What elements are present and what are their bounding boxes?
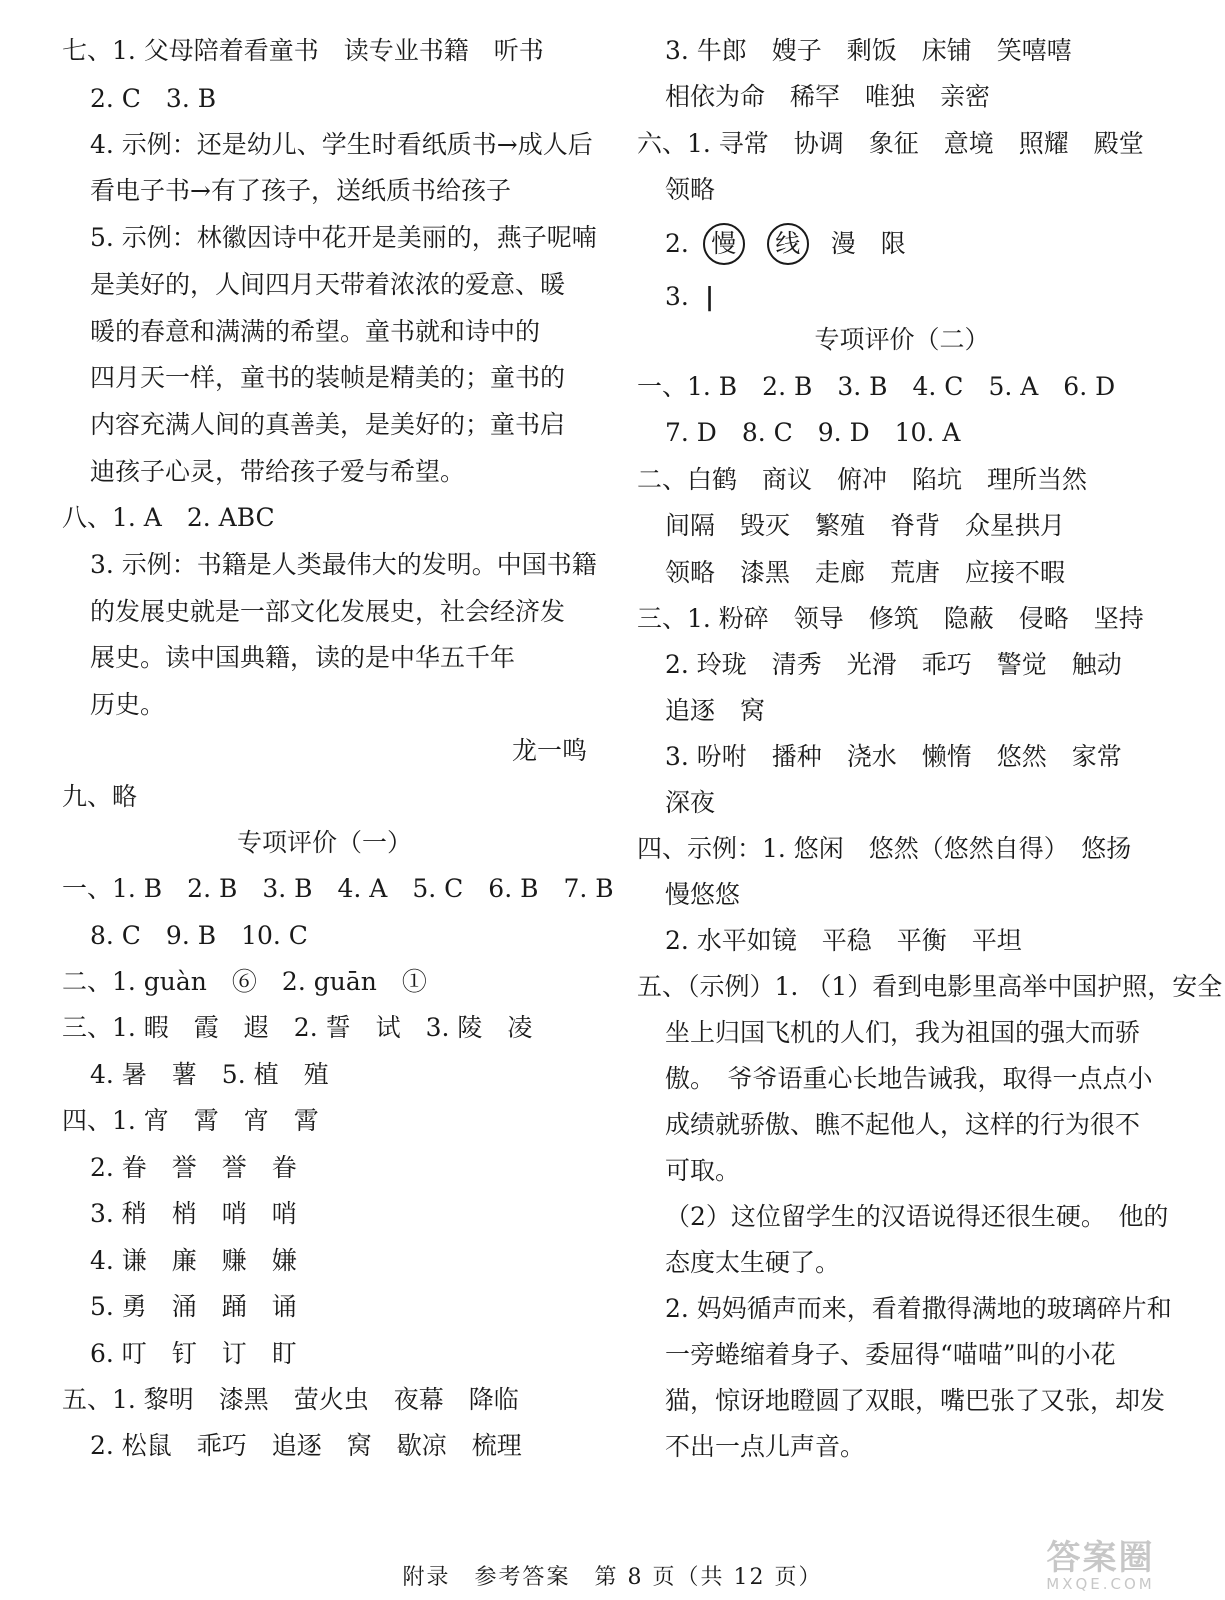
- answer-line-s2-2b: 间隔 毁灭 繁殖 脊背 众星拱月: [665, 511, 1066, 540]
- answer-line-s2-3a: 三、1. 粉碎 领导 修筑 隐蔽 侵略 坚持: [637, 604, 1144, 633]
- answer-line-s2-3e: 深夜: [665, 788, 716, 817]
- answer-line-s1-3b: 4. 暑 薯 5. 植 殖: [90, 1060, 329, 1089]
- answer-line-s2-3b: 2. 玲珑 清秀 光滑 乖巧 警觉 触动: [665, 650, 1122, 679]
- answer-line-s2-5j: 猫，惊讶地瞪圆了双眼，嘴巴张了又张，却发: [665, 1386, 1166, 1415]
- answer-line-q7-4a: 4. 示例：还是幼儿、学生时看纸质书→成人后: [90, 130, 593, 159]
- answer-line-q7-5f: 迪孩子心灵，带给孩子爱与希望。: [90, 457, 466, 486]
- answer-line-s2-5i: 一旁蜷缩着身子、委屈得“喵喵”叫的小花: [665, 1340, 1116, 1369]
- watermark-url: MXQE.COM: [1046, 1575, 1155, 1593]
- answer-line-q7-5c: 暖的春意和满满的希望。童书就和诗中的: [90, 317, 541, 346]
- answer-line-s1-5a: 五、1. 黎明 漆黑 萤火虫 夜幕 降临: [62, 1385, 519, 1414]
- answer-line-s1-4e: 5. 勇 涌 踊 诵: [90, 1292, 297, 1321]
- answer-line-s2-5d: 成绩就骄傲、瞧不起他人，这样的行为很不: [665, 1110, 1141, 1139]
- answer-line-r6-1b: 领略: [665, 175, 716, 204]
- answer-line-s1-1b: 8. C 9. B 10. C: [90, 921, 308, 950]
- answer-line-r6-2: [665, 223, 906, 265]
- answer-line-q8-3a: 3. 示例：书籍是人类最伟大的发明。中国书籍: [90, 550, 597, 579]
- answer-line-s2-1b: 7. D 8. C 9. D 10. A: [665, 418, 961, 447]
- watermark-logo: [998, 1540, 1203, 1596]
- answer-line-sec2: 专项评价（二）: [814, 325, 990, 354]
- answer-line-sig: 龙一鸣: [511, 736, 587, 765]
- answer-line-q9: 九、略: [62, 782, 138, 811]
- answer-line-s2-4b: 慢悠悠: [665, 880, 741, 909]
- q6-3-mark: |: [705, 282, 715, 311]
- answer-line-s2-5g: 态度太生硬了。: [665, 1248, 841, 1277]
- answer-line-q8-3b: 的发展史就是一部文化发展史，社会经济发: [90, 597, 566, 626]
- answer-line-s2-3c: 追逐 窝: [665, 696, 766, 725]
- answer-line-s1-3a: 三、1. 暇 霞 遐 2. 誓 试 3. 陵 凌: [62, 1013, 533, 1042]
- circled-char-2: 线: [767, 223, 809, 265]
- answer-line-s1-4f: 6. 叮 钉 订 盯: [90, 1339, 297, 1368]
- answer-line-q7-1: 七、1. 父母陪着看童书 读专业书籍 听书: [62, 36, 544, 65]
- answer-line-q7-5e: 内容充满人间的真善美，是美好的；童书启: [90, 410, 566, 439]
- answer-line-q8-3d: 历史。: [90, 690, 166, 719]
- answer-line-q7-5d: 四月天一样，童书的装帧是精美的；童书的: [90, 363, 566, 392]
- q6-2-label: 2.: [665, 229, 689, 258]
- answer-line-s2-5f: （2）这位留学生的汉语说得还很生硬。 他的: [665, 1202, 1169, 1231]
- answer-line-s2-2c: 领略 漆黑 走廊 荒唐 应接不暇: [665, 558, 1066, 587]
- answer-line-q7-5a: 5. 示例：林徽因诗中花开是美丽的，燕子呢喃: [90, 223, 597, 252]
- answer-line-q7-2: 2. C 3. B: [90, 84, 217, 113]
- answer-line-q7-4b: 看电子书→有了孩子，送纸质书给孩子: [90, 176, 511, 205]
- watermark-text: 答案圈: [1046, 1538, 1155, 1578]
- answer-line-s2-1a: 一、1. B 2. B 3. B 4. C 5. A 6. D: [637, 372, 1116, 401]
- answer-line-s2-2a: 二、白鹤 商议 俯冲 陷坑 理所当然: [637, 465, 1088, 494]
- answer-line-s1-4b: 2. 眷 誉 誉 眷: [90, 1153, 297, 1182]
- answer-line-q7-5b: 是美好的，人间四月天带着浓浓的爱意、暖: [90, 270, 566, 299]
- q6-2-plain: 漫 限: [830, 229, 906, 258]
- answer-line-s1-5b: 2. 松鼠 乖巧 追逐 窝 歇凉 梳理: [90, 1431, 522, 1460]
- answer-line-sec1: 专项评价（一）: [236, 828, 412, 857]
- answer-line-s2-5c: 傲。 爷爷语重心长地告诫我，取得一点点小: [665, 1064, 1153, 1093]
- answer-line-s2-5e: 可取。: [665, 1156, 741, 1185]
- answer-line-s2-5a: 五、（示例）1. （1）看到电影里高举中国护照，安全: [637, 972, 1223, 1001]
- answer-line-s1-4d: 4. 谦 廉 赚 嫌: [90, 1246, 297, 1275]
- answer-line-s2-4a: 四、示例：1. 悠闲 悠然（悠然自得） 悠扬: [637, 834, 1132, 863]
- answer-line-r5-3a: 3. 牛郎 嫂子 剩饭 床铺 笑嘻嘻: [665, 36, 1072, 65]
- answer-line-s1-4c: 3. 稍 梢 哨 哨: [90, 1199, 297, 1228]
- answer-line-q8-3c: 展史。读中国典籍，读的是中华五千年: [90, 643, 516, 672]
- answer-line-s2-5b: 坐上归国飞机的人们，我为祖国的强大而骄: [665, 1018, 1141, 1047]
- answer-line-r6-3: 3.: [665, 282, 689, 311]
- answer-line-s1-2: 二、1. guàn ⑥ 2. guān ①: [62, 967, 427, 996]
- answer-line-s2-5h: 2. 妈妈循声而来，看着撒得满地的玻璃碎片和: [665, 1294, 1172, 1323]
- answer-line-q8-1: 八、1. A 2. ABC: [62, 503, 275, 532]
- answer-line-s2-5k: 不出一点儿声音。: [665, 1432, 866, 1461]
- answer-line-s2-3d: 3. 吩咐 播种 浇水 懒惰 悠然 家常: [665, 742, 1122, 771]
- answer-line-r6-1a: 六、1. 寻常 协调 象征 意境 照耀 殿堂: [637, 129, 1144, 158]
- page-footer: 附录 参考答案 第 8 页（共 12 页）: [402, 1565, 823, 1590]
- answer-line-s2-4c: 2. 水平如镜 平稳 平衡 平坦: [665, 926, 1022, 955]
- circled-char-1: 慢: [703, 223, 745, 265]
- answer-line-r5-3b: 相依为命 稀罕 唯独 亲密: [665, 82, 991, 111]
- answer-line-s1-4a: 四、1. 宵 霄 宵 霄: [62, 1106, 319, 1135]
- answer-line-s1-1a: 一、1. B 2. B 3. B 4. A 5. C 6. B 7. B: [62, 874, 614, 903]
